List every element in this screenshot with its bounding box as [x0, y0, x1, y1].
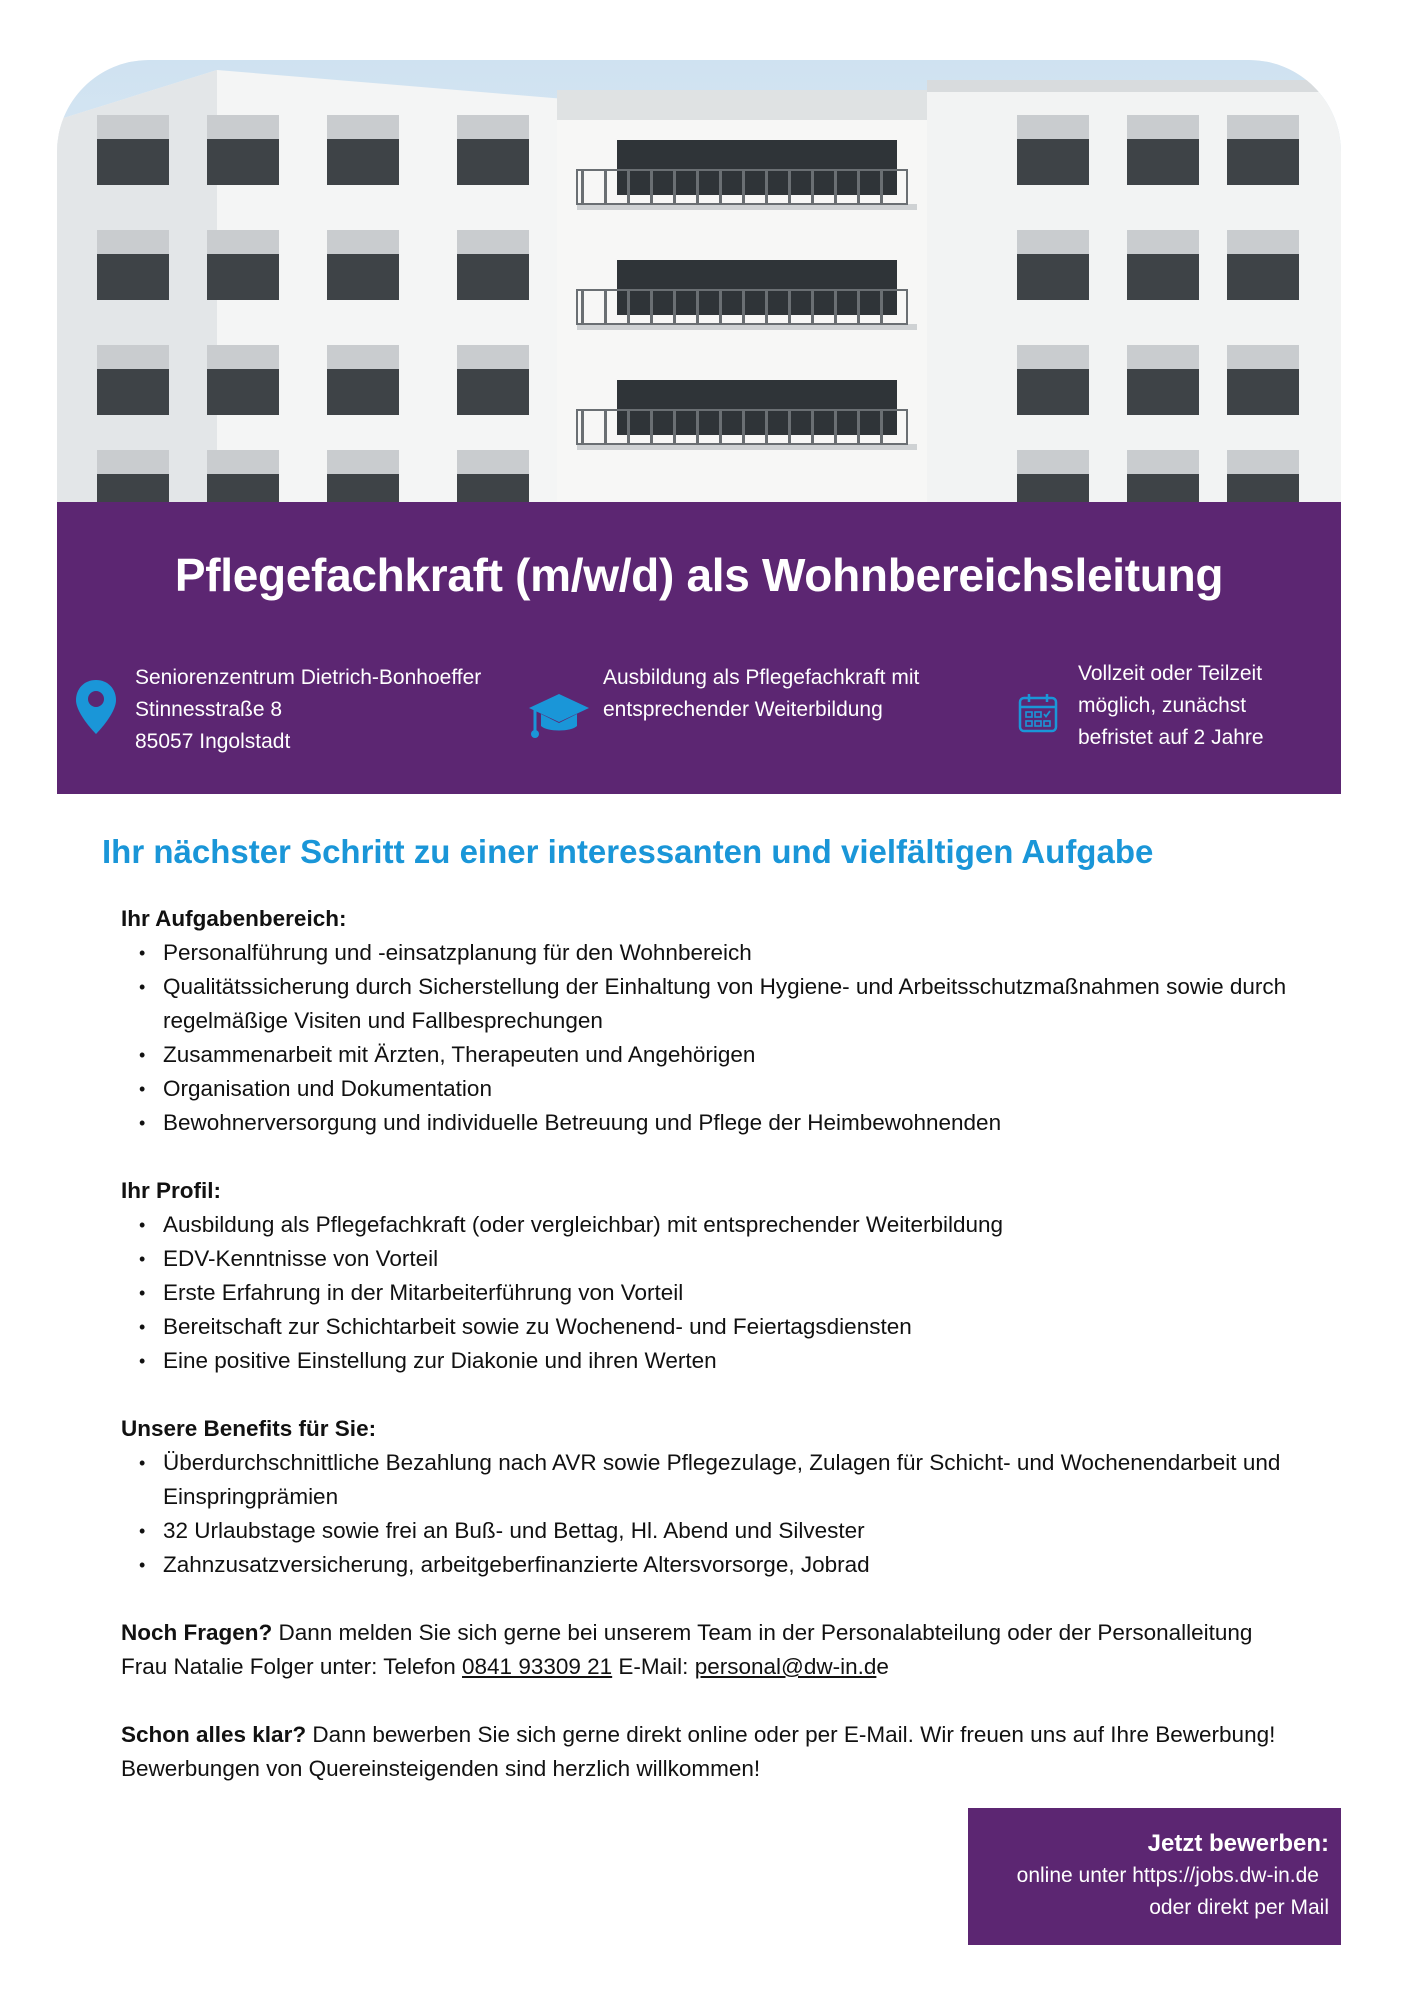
- calendar-icon: [1017, 692, 1059, 734]
- list-item: • Erste Erfahrung in der Mitarbeiterführung von Vorteil: [163, 1276, 1301, 1310]
- education-info: [603, 662, 919, 726]
- graduation-cap-icon: [527, 692, 591, 740]
- education-line: Ausbildung als Pflegefachkraft mit: [603, 666, 920, 689]
- schedule-info: [1078, 658, 1264, 754]
- benefits-heading: Unsere Benefits für Sie:: [121, 1416, 377, 1441]
- list-item: • Qualitätssicherung durch Sicherstellung der Einhaltung von Hygiene- und Arbeitsschutzmaßnahmen sowie durch regelmäßige Visiten und Fallbesprechungen: [163, 970, 1301, 1038]
- apply-online-link[interactable]: online unter https://jobs.dw-in.de: [1016, 1864, 1319, 1887]
- questions-text: Dann melden Sie sich gerne bei unserem Team in der Personalabteilung oder der Personalleitung Frau Natalie Folger unter: Telefon: [121, 1620, 1253, 1679]
- email-label: E-Mail:: [612, 1654, 695, 1679]
- schedule-line: möglich, zunächst: [1078, 694, 1247, 717]
- list-item: • Zahnzusatzversicherung, arbeitgeberfinanzierte Altersvorsorge, Jobrad: [163, 1548, 1301, 1582]
- apartment-building-photo: [57, 60, 1341, 502]
- list-item: • EDV-Kenntnisse von Vorteil: [163, 1242, 1301, 1276]
- hero-image: [57, 60, 1341, 502]
- profile-heading: Ihr Profil:: [121, 1178, 221, 1203]
- tasks-list: [121, 936, 1301, 1140]
- map-pin-icon: [74, 678, 118, 736]
- questions-lead: Noch Fragen?: [121, 1620, 273, 1645]
- list-item: • Überdurchschnittliche Bezahlung nach AVR sowie Pflegezulage, Zulagen für Schicht- und Wochenendarbeit und Einspringprämien: [163, 1446, 1301, 1514]
- location-line: Seniorenzentrum Dietrich-Bonhoeffer: [135, 666, 482, 689]
- email-link[interactable]: personal@dw-in.d: [694, 1654, 877, 1679]
- schedule-line: befristet auf 2 Jahre: [1078, 726, 1264, 749]
- closing-lead: Schon alles klar?: [121, 1722, 307, 1747]
- questions-paragraph: [121, 1616, 1301, 1684]
- schedule-line: Vollzeit oder Teilzeit: [1078, 662, 1263, 685]
- profile-list: [121, 1208, 1301, 1378]
- list-item: • Bewohnerversorgung und individuelle Betreuung und Pflege der Heimbewohnenden: [163, 1106, 1301, 1140]
- list-item: • Ausbildung als Pflegefachkraft (oder vergleichbar) mit entsprechender Weiterbildung: [163, 1208, 1301, 1242]
- section-title: Ihr nächster Schritt zu einer interessanten und vielfältigen Aufgabe: [102, 833, 1154, 870]
- list-item: • Organisation und Dokumentation: [163, 1072, 1301, 1106]
- title-banner: [57, 502, 1341, 794]
- list-item: • Zusammenarbeit mit Ärzten, Therapeuten und Angehörigen: [163, 1038, 1301, 1072]
- list-item: • Personalführung und -einsatzplanung für den Wohnbereich: [163, 936, 1301, 970]
- tasks-heading: Ihr Aufgabenbereich:: [121, 906, 347, 931]
- apply-mail: oder direkt per Mail: [1149, 1896, 1329, 1919]
- benefits-list: [121, 1446, 1301, 1582]
- phone-link[interactable]: 0841 93309 21: [462, 1654, 613, 1679]
- job-description: [121, 902, 1301, 1820]
- closing-text: Dann bewerben Sie sich gerne direkt online oder per E-Mail. Wir freuen uns auf Ihre Bewerbung! Bewerbungen von Quereinsteigenden sind herzlich willkommen!: [121, 1722, 1276, 1781]
- job-title: Pflegefachkraft (m/w/d) als Wohnbereichsleitung: [174, 549, 1224, 601]
- location-line: Stinnesstraße 8: [135, 698, 283, 721]
- location-line: 85057 Ingolstadt: [135, 730, 291, 753]
- location-info: [135, 662, 481, 758]
- list-item: • Eine positive Einstellung zur Diakonie und ihren Werten: [163, 1344, 1301, 1378]
- apply-title: Jetzt bewerben:: [1147, 1830, 1329, 1857]
- apply-box: [968, 1808, 1341, 1945]
- list-item: • Bereitschaft zur Schichtarbeit sowie zu Wochenend- und Feiertagsdiensten: [163, 1310, 1301, 1344]
- closing-paragraph: [121, 1718, 1301, 1786]
- list-item: • 32 Urlaubstage sowie frei an Buß- und Bettag, Hl. Abend und Silvester: [163, 1514, 1301, 1548]
- email-tail: e: [876, 1654, 889, 1679]
- education-line: entsprechender Weiterbildung: [603, 698, 883, 721]
